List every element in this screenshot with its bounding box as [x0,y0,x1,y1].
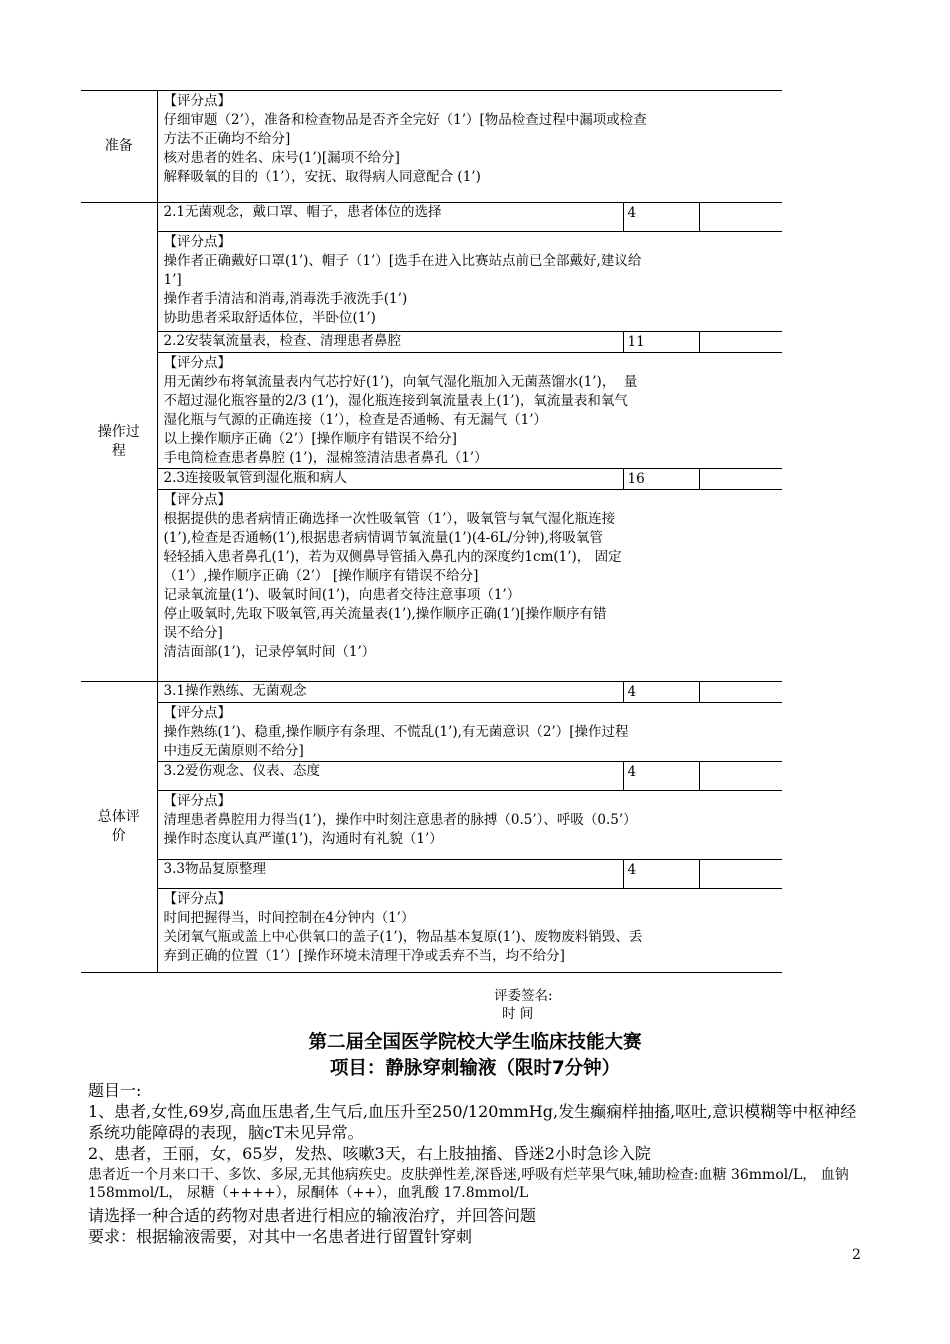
question-case-2-detail: 患者近一个月来口干、多饮、多尿,无其他病疾史。皮肤弹性差,深昏迷,呼吸有烂苹果气味,辅助检查:血糖 36mmol/L， 血钠 158mmol/L， 尿糖（++++），尿酮体（++），血乳酸 17.8mmol/L [88,1167,849,1201]
criteria-line: 【评分点】 [163,492,231,508]
overall-s3-score: 4 [623,860,699,889]
criteria-line: 1’] [163,272,182,288]
criteria-line: 方法不正确均不给分] [163,131,291,147]
overall-s1-criteria [157,703,782,762]
time-label: 时 间 [502,1006,534,1022]
criteria-line: 清理患者鼻腔用力得当(1’)，操作中时刻注意患者的脉搏（0.5’）、呼吸（0.5’） [163,812,637,828]
prep-row [81,91,782,203]
page-number: 2 [852,1247,861,1263]
criteria-line: 协助患者采取舒适体位，半卧位(1’) [163,310,376,326]
prep-criteria [157,91,782,203]
criteria-line: (1’),检查是否通畅(1’),根据患者病情调节氧流量(1’)(4-6L/分钟),将吸氧管 [163,530,603,546]
criteria-line: 操作者正确戴好口罩(1’)、帽子（1’）[选手在进入比赛站点前已全部戴好,建议给 [163,253,642,269]
criteria-line: 【评分点】 [163,355,231,371]
op-s3-title: 2.3连接吸氧管到湿化瓶和病人 [157,469,623,490]
category-overall: 总体评 价 [81,682,157,973]
op-s2-title: 2.2安装氧流量表，检查、清理患者鼻腔 [157,332,623,353]
criteria-line: 记录氧流量(1’)、吸氧时间(1’)，向患者交待注意事项（1’） [163,587,521,603]
op-s3-score: 16 [623,469,699,490]
criteria-line: 不超过湿化瓶容量的2/3 (1’)，湿化瓶连接到氧流量表上(1’)，氧流量表和氧气 [163,393,628,409]
criteria-line: 关闭氧气瓶或盖上中心供氧口的盖子(1’)，物品基本复原(1’)、废物废料销毁、丢 [163,929,643,945]
criteria-line: 操作时态度认真严谨(1’)，沟通时有礼貌（1’） [163,831,443,847]
criteria-line: 【评分点】 [163,705,231,721]
criteria-line: 弃到正确的位置（1’）[操作环境未清理干净或丢弃不当，均不给分] [163,948,565,964]
criteria-line: 时间把握得当，时间控制在4分钟内（1’） [163,910,415,926]
criteria-line: 湿化瓶与气源的正确连接（1’），检查是否通畅、有无漏气（1’） [163,412,548,428]
criteria-line: 用无菌纱布将氧流量表内气芯拧好(1’)，向氧气湿化瓶加入无菌蒸馏水(1’)， 量 [163,374,638,390]
criteria-line: 误不给分] [163,625,223,641]
criteria-line: 操作者手清洁和消毒,消毒洗手液洗手(1’) [163,291,408,307]
op-s2-deduct [699,332,782,353]
overall-s1-deduct [699,682,782,703]
criteria-line: 解释吸氧的目的（1’），安抚、取得病人同意配合 (1’) [163,169,481,185]
op-s3-criteria [157,490,782,682]
criteria-line: （1’）,操作顺序正确（2’） [操作顺序有错误不给分] [163,568,479,584]
op-s1-title-row [81,203,782,232]
criteria-line: 【评分点】 [163,891,231,907]
overall-s2-criteria [157,791,782,860]
overall-s3-deduct [699,860,782,889]
scoring-table [81,90,782,973]
op-s1-deduct [699,203,782,232]
question-requirement: 要求：根据输液需要，对其中一名患者进行留置针穿刺 [88,1227,473,1246]
category-prep: 准备 [81,91,157,203]
criteria-line: 以上操作顺序正确（2’）[操作顺序有错误不给分] [163,431,457,447]
competition-title: 第二届全国医学院校大学生临床技能大赛 [308,1032,642,1053]
question-instruction: 请选择一种合适的药物对患者进行相应的输液治疗，并回答问题 [88,1206,537,1225]
criteria-line: 轻轻插入患者鼻孔(1’)，若为双侧鼻导管插入鼻孔内的深度约1cm(1’)， 固定 [163,549,622,565]
criteria-line: 操作熟练(1’)、稳重,操作顺序有条理、不慌乱(1’),有无菌意识（2’）[操作过程 [163,724,629,740]
signature-block [494,987,553,1023]
criteria-line: 根据提供的患者病情正确选择一次性吸氧管（1’），吸氧管与氧气湿化瓶连接 [163,511,616,527]
overall-s1-score: 4 [623,682,699,703]
overall-s2-score: 4 [623,762,699,791]
overall-s2-title: 3.2爱伤观念、仪表、态度 [157,762,623,791]
category-operation: 操作过 程 [81,203,157,682]
question-case-2: 2、患者，王丽，女，65岁，发热、咳嗽3天，右上肢抽搐、昏迷2小时急诊入院 [88,1144,651,1163]
judge-signature-label: 评委签名: [494,988,553,1004]
criteria-line: 中违反无菌原则不给分] [163,743,304,759]
overall-s2-deduct [699,762,782,791]
overall-s3-criteria [157,889,782,973]
criteria-line: 核对患者的姓名、床号(1’)[漏项不给分] [163,150,400,166]
overall-s3-title: 3.3物品复原整理 [157,860,623,889]
op-s2-criteria [157,353,782,469]
op-s1-score: 4 [623,203,699,232]
criteria-line: 【评分点】 [163,793,231,809]
question-case-1: 1、患者,女性,69岁,高血压患者,生气后,血压升至250/120mmHg,发生癫痫样抽搐,呕吐,意识模糊等中枢神经系统功能障碍的表现，脑cT未见异常。 [88,1102,857,1142]
criteria-line: 停止吸氧时,先取下吸氧管,再关流量表(1’),操作顺序正确(1’)[操作顺序有错 [163,606,607,622]
question-label: 题目一: [88,1081,142,1100]
criteria-line: 【评分点】 [163,93,231,109]
op-s3-deduct [699,469,782,490]
overall-s1-title: 3.1操作熟练、无菌观念 [157,682,623,703]
criteria-line: 仔细审题（2’），准备和检查物品是否齐全完好（1’）[物品检查过程中漏项或检查 [163,112,647,128]
op-s1-criteria [157,232,782,332]
op-s1-title: 2.1无菌观念，戴口罩、帽子，患者体位的选择 [157,203,623,232]
criteria-line: 清洁面部(1’)，记录停氧时间（1’） [163,644,376,660]
criteria-line: 手电筒检查患者鼻腔 (1’)，湿棉签清洁患者鼻孔（1’） [163,450,488,466]
op-s2-score: 11 [623,332,699,353]
criteria-line: 【评分点】 [163,234,231,250]
project-title: 项目：静脉穿刺输液（限时7分钟） [329,1058,621,1079]
